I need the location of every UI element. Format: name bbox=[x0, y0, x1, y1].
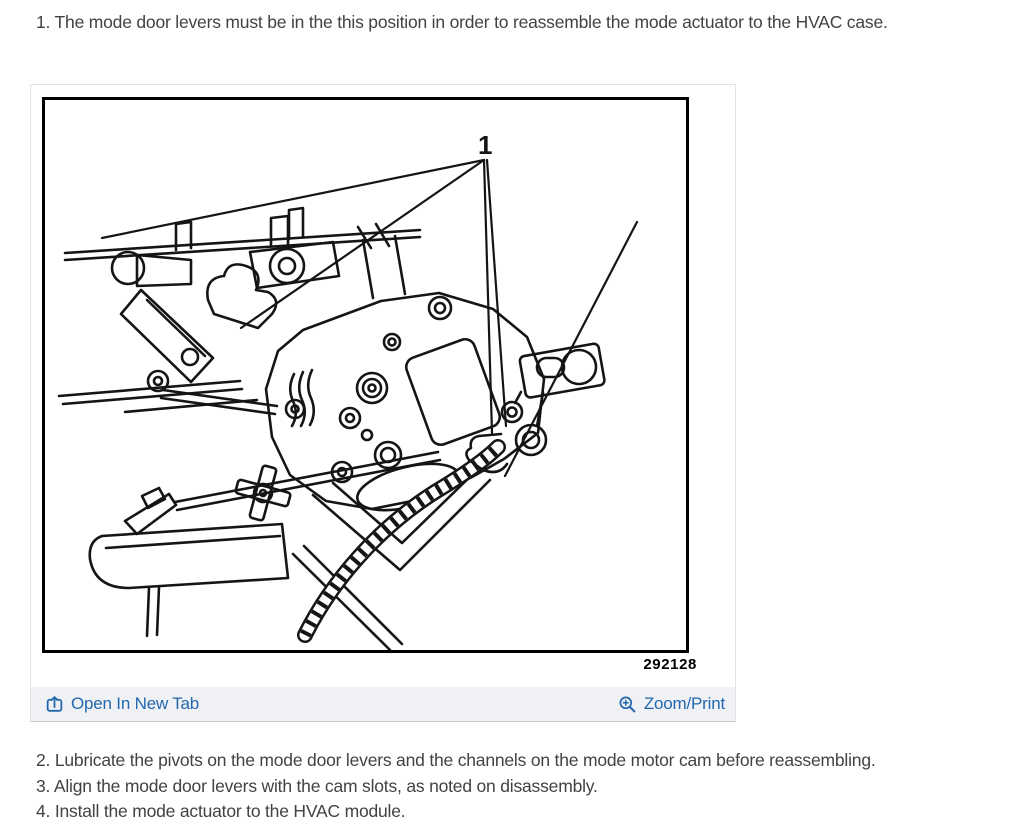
open-in-new-tab-link[interactable] bbox=[45, 694, 199, 714]
instruction-step-1: 1. The mode door levers must be in the this position in order to reassemble the mode actuator to the HVAC case. bbox=[36, 12, 888, 32]
figure-image bbox=[42, 97, 689, 653]
figure-callout-1: 1 bbox=[478, 130, 493, 160]
open-in-new-tab-label: Open In New Tab bbox=[71, 694, 200, 713]
instruction-steps-2-4 bbox=[36, 748, 876, 825]
zoom-print-link[interactable] bbox=[618, 694, 725, 714]
instruction-step-3: 3. Align the mode door levers with the cam slots, as noted on disassembly. bbox=[36, 775, 598, 796]
open-in-new-tab-icon bbox=[45, 695, 64, 714]
instruction-step-4: 4. Install the mode actuator to the HVAC module. bbox=[36, 801, 406, 821]
instruction-step-2: 2. Lubricate the pivots on the mode door levers and the channels on the mode motor cam before reassembling. bbox=[36, 750, 876, 770]
hvac-actuator-line-drawing bbox=[45, 100, 686, 650]
figure-card bbox=[30, 84, 736, 722]
figure-number: 292128 bbox=[643, 656, 697, 673]
figure-toolbar bbox=[31, 687, 735, 721]
zoom-magnifier-icon bbox=[618, 695, 637, 714]
zoom-print-label: Zoom/Print bbox=[643, 694, 725, 713]
